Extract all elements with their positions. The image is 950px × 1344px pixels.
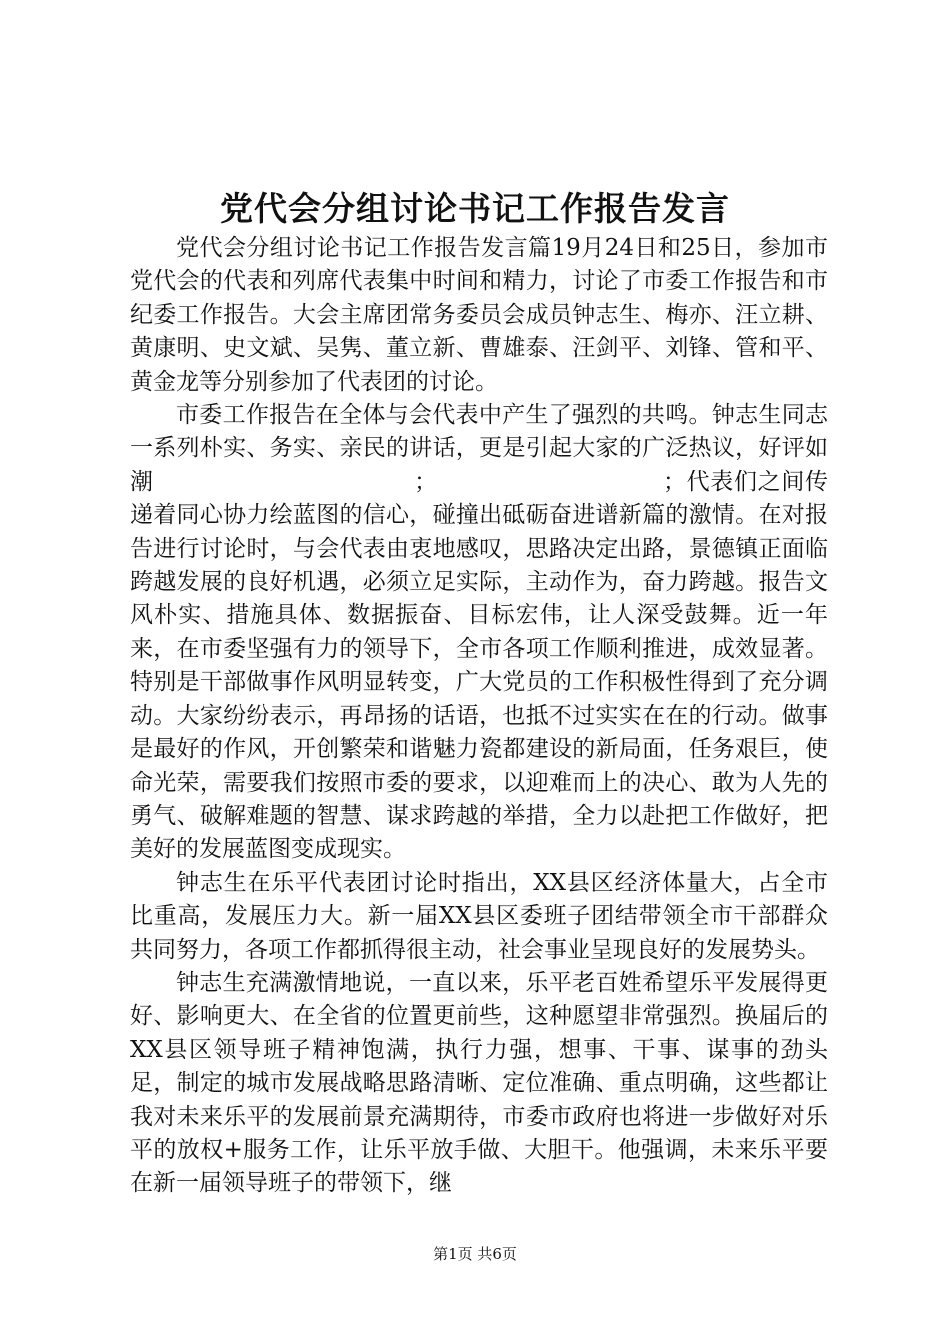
paragraph: 钟志生在乐平代表团讨论时指出，XX县区经济体量大，占全市比重高，发展压力大。新一届XX县区委班子团结带领全市干部群众共同努力，各项工作都抓得很主动，社会事业呈现良好的发展势头。 [130, 869, 828, 963]
document-body [130, 232, 828, 1201]
page-footer: 第1页 共6页 [433, 1245, 517, 1263]
document-title: 党代会分组讨论书记工作报告发言 [220, 189, 730, 228]
paragraph: 市委工作报告在全体与会代表中产生了强烈的共鸣。钟志生同志一系列朴实、务实、亲民的讲话，更是引起大家的广泛热议，好评如潮 ； ；代表们之间传递着同心协力绘蓝图的信心，碰撞出砥砺奋进谱新篇的激情。在对报告进行讨论时，与会代表由衷地感叹，思路决定出路，景德镇正面临跨越发展的良好机遇，必须立足实际，主动作为，奋力跨越。报告文风朴实、措施具体、数据振奋、目标宏伟，让人深受鼓舞。近一年来，在市委坚强有力的领导下，全市各项工作顺利推进，成效显著。特别是干部做事作风明显转变，广大党员的工作积极性得到了充分调动。大家纷纷表示，再昂扬的话语，也抵不过实实在在的行动。做事是最好的作风，开创繁荣和谐魅力瓷都建设的新局面，任务艰巨，使命光荣，需要我们按照市委的要求，以迎难而上的决心、敢为人先的勇气、破解难题的智慧、谋求跨越的举措，全力以赴把工作做好，把美好的发展蓝图变成现实。 [130, 402, 828, 863]
paragraph: 党代会分组讨论书记工作报告发言篇19月24日和25日，参加市党代会的代表和列席代表集中时间和精力，讨论了市委工作报告和市纪委工作报告。大会主席团常务委员会成员钟志生、梅亦、汪立耕、黄康明、史文斌、吴隽、董立新、曹雄泰、汪剑平、刘锋、管和平、黄金龙等分别参加了代表团的讨论。 [130, 235, 828, 395]
paragraph: 钟志生充满激情地说，一直以来，乐平老百姓希望乐平发展得更好、影响更大、在全省的位置更前些，这种愿望非常强烈。换届后的XX县区领导班子精神饱满，执行力强，想事、干事、谋事的劲头足，制定的城市发展战略思路清晰、定位准确、重点明确，这些都让我对未来乐平的发展前景充满期待，市委市政府也将进一步做好对乐平的放权+服务工作，让乐平放手做、大胆干。他强调，未来乐平要在新一届领导班子的带领下，继 [130, 969, 828, 1197]
